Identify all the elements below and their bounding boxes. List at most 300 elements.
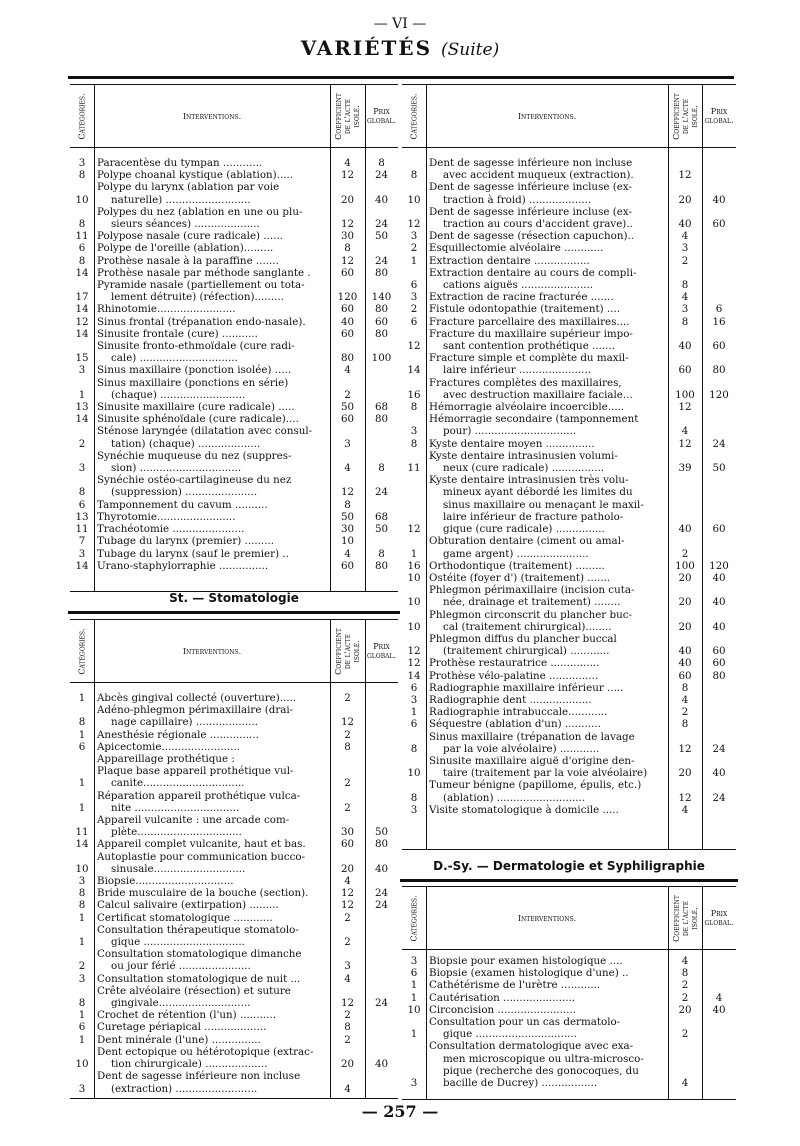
- intervention-line: gique ...............................: [111, 936, 245, 949]
- intervention-line: Sinus maxillaire (ponctions en série): [97, 376, 289, 389]
- title-rule: [68, 76, 734, 79]
- prix-cell: 80: [374, 303, 389, 316]
- intervention-cell: [94, 1070, 330, 1094]
- prix-cell: 24: [374, 218, 389, 231]
- intervention-line: avec destruction maxillaire faciale...: [443, 388, 633, 401]
- page-header-number: — VI —: [373, 16, 427, 32]
- intervention-cell: [426, 242, 668, 254]
- prix-cell: 24: [374, 899, 389, 912]
- coefficient-cell: 39: [678, 462, 692, 475]
- intervention-line: Fracture simple et complète du maxil-: [429, 352, 629, 365]
- intervention-cell: [94, 511, 330, 523]
- coefficient-cell: 4: [681, 693, 689, 706]
- category-cell: 3: [410, 291, 418, 304]
- coefficient-cell: 12: [678, 401, 692, 414]
- page-title: VARIÉTÉS (Suite): [300, 36, 500, 60]
- intervention-cell: [94, 316, 330, 328]
- intervention-line: (chaque) ..........................: [111, 388, 246, 401]
- category-cell: 1: [78, 801, 86, 814]
- intervention-line: Consultation thérapeutique stomatolo-: [97, 923, 299, 936]
- table-row: [70, 279, 398, 303]
- coefficient-cell: 8: [681, 315, 689, 328]
- category-cell: 14: [75, 559, 89, 572]
- prix-cell: 80: [374, 838, 389, 851]
- table-row: [402, 535, 736, 559]
- category-cell: 3: [410, 803, 418, 816]
- category-cell: 10: [407, 620, 421, 633]
- coefficient-cell: 20: [678, 596, 692, 609]
- intervention-cell: [426, 206, 668, 230]
- table-row: [70, 973, 398, 985]
- prix-cell: 68: [374, 401, 389, 414]
- coefficient-cell: 2: [344, 728, 351, 741]
- table-stomatologie-left: [70, 619, 398, 1099]
- intervention-cell: [94, 474, 330, 498]
- intervention-cell: [94, 729, 330, 741]
- intervention-line: Phlegmon circonscrit du plancher buc-: [429, 608, 632, 621]
- coefficient-cell: 8: [344, 242, 351, 255]
- table-row: [402, 731, 736, 755]
- intervention-cell: [94, 692, 330, 704]
- intervention-line: Adéno-phlegmon périmaxillaire (drai-: [97, 704, 294, 717]
- intervention-cell: [94, 985, 330, 1009]
- category-cell: 3: [78, 462, 86, 475]
- table-row: [70, 328, 398, 340]
- intervention-line: Polypose nasale (cure radicale) ......: [97, 230, 283, 243]
- category-cell: 12: [407, 645, 421, 658]
- prix-cell: 140: [371, 291, 392, 304]
- prix-cell: 80: [374, 327, 389, 340]
- coefficient-cell: 3: [344, 437, 351, 450]
- category-cell: 3: [410, 693, 418, 706]
- coefficient-cell: 40: [678, 218, 692, 231]
- intervention-line: Hémorragie alvéolaire incoercible.....: [429, 401, 625, 414]
- intervention-cell: [426, 584, 668, 608]
- coefficient-cell: 4: [344, 157, 351, 169]
- coefficient-cell: 12: [678, 791, 692, 804]
- intervention-line: Apicectomie........................: [97, 740, 240, 753]
- intervention-line: Fractures complètes des maxillaires,: [429, 376, 622, 389]
- intervention-line: Polype de l'oreille (ablation).........: [97, 242, 274, 255]
- intervention-line: Synéchie muqueuse du nez (suppres-: [97, 449, 292, 462]
- prix-cell: 50: [712, 462, 726, 475]
- table-row: [402, 206, 736, 230]
- table-row: [402, 992, 736, 1004]
- table-row: [70, 340, 398, 364]
- table-row: [402, 352, 736, 376]
- coefficient-cell: 12: [340, 887, 355, 900]
- prix-cell: 120: [709, 388, 729, 401]
- table-row: [70, 729, 398, 741]
- table-stomatologie-right-rows: [402, 157, 736, 816]
- coefficient-cell: 4: [681, 291, 689, 304]
- category-cell: 1: [410, 706, 418, 719]
- intervention-line: bacille de Ducrey) .................: [443, 1077, 598, 1090]
- coefficient-cell: 10: [340, 535, 355, 548]
- intervention-line: Kyste dentaire intrasinusien volumi-: [429, 449, 618, 462]
- table-row: [70, 899, 398, 911]
- prix-cell: 24: [374, 997, 389, 1010]
- category-cell: 6: [410, 315, 418, 328]
- table-row: [402, 377, 736, 401]
- coefficient-cell: 60: [340, 266, 355, 279]
- table-row: [70, 692, 398, 704]
- intervention-cell: [94, 377, 330, 401]
- category-cell: 13: [75, 510, 89, 523]
- intervention-cell: [94, 425, 330, 449]
- intervention-cell: [94, 157, 330, 169]
- table-row: [70, 1046, 398, 1070]
- coefficient-cell: 4: [681, 425, 689, 438]
- prix-cell: 60: [712, 645, 726, 658]
- coefficient-cell: 40: [678, 523, 692, 536]
- coefficient-cell: 20: [678, 767, 692, 780]
- table-row: [70, 535, 398, 547]
- category-cell: 3: [78, 157, 86, 169]
- intervention-cell: [426, 474, 668, 535]
- intervention-cell: [94, 887, 330, 899]
- intervention-line: cations aiguës ......................: [443, 279, 594, 292]
- intervention-cell: [426, 572, 668, 584]
- table-row: [402, 255, 736, 267]
- intervention-line: Dent de sagesse inférieure incluse (ex-: [429, 205, 632, 218]
- category-cell: 14: [75, 327, 89, 340]
- table-row: [402, 291, 736, 303]
- prix-cell: 68: [374, 510, 389, 523]
- table-row: [70, 875, 398, 887]
- table-row: [70, 912, 398, 924]
- section-rule-dermatologie: [400, 879, 738, 882]
- intervention-cell: [94, 875, 330, 887]
- prix-cell: 80: [374, 559, 389, 572]
- table-row: [70, 948, 398, 972]
- table-row: [402, 474, 736, 535]
- intervention-line: Synéchie ostéo-cartilagineuse du nez: [97, 474, 292, 487]
- table-row: [402, 242, 736, 254]
- category-cell: 12: [407, 657, 421, 670]
- intervention-cell: [426, 328, 668, 352]
- col-header-coefficient: Coefficient de l'acte isolé.: [334, 92, 361, 140]
- intervention-cell: [426, 779, 668, 803]
- category-cell: 10: [407, 1003, 421, 1016]
- intervention-cell: [94, 741, 330, 753]
- coefficient-cell: 2: [344, 388, 351, 401]
- table-row: [70, 450, 398, 474]
- col-header-prix: Prix global.: [704, 107, 734, 125]
- intervention-line: Orthodontique (traitement) .........: [429, 559, 605, 572]
- table-row: [402, 1040, 736, 1089]
- table-row: [402, 718, 736, 730]
- table-row: [402, 157, 736, 181]
- prix-cell: 50: [374, 826, 389, 839]
- intervention-line: gique ...............................: [443, 1028, 577, 1041]
- intervention-line: sinusale............................: [111, 862, 246, 875]
- intervention-line: Crochet de rétention (l'un) ...........: [97, 1009, 276, 1022]
- category-cell: 8: [78, 254, 86, 267]
- category-cell: 1: [78, 911, 86, 924]
- intervention-line: Pyramide nasale (partiellement ou tota-: [97, 279, 305, 292]
- prix-cell: 24: [374, 254, 389, 267]
- coefficient-cell: 60: [340, 413, 355, 426]
- intervention-cell: [426, 377, 668, 401]
- prix-cell: 8: [378, 547, 385, 560]
- table-row: [70, 242, 398, 254]
- coefficient-cell: 8: [344, 498, 351, 511]
- intervention-line: Fistule odontopathie (traitement) ....: [429, 303, 621, 316]
- category-cell: 1: [78, 936, 86, 949]
- intervention-line: (traitement chirurgical) ............: [443, 645, 610, 658]
- intervention-line: Paracentèse du tympan ............: [97, 157, 263, 169]
- coefficient-cell: 4: [344, 972, 351, 985]
- coefficient-cell: 12: [678, 742, 692, 755]
- intervention-line: Sinus maxillaire (trépanation de lavage: [429, 730, 635, 743]
- intervention-line: Radiographie maxillaire inférieur .....: [429, 681, 624, 694]
- intervention-cell: [94, 499, 330, 511]
- prix-cell: 24: [374, 169, 389, 182]
- intervention-cell: [426, 450, 668, 474]
- table-row: [402, 303, 736, 315]
- intervention-line: Hémorragie secondaire (tamponnement: [429, 413, 639, 426]
- category-cell: 6: [410, 279, 418, 292]
- coefficient-cell: 2: [344, 1033, 351, 1046]
- intervention-cell: [94, 340, 330, 364]
- coefficient-cell: 60: [340, 327, 355, 340]
- category-cell: 8: [78, 887, 86, 900]
- category-cell: 6: [410, 718, 418, 731]
- table-row: [402, 706, 736, 718]
- table-orl-left: [70, 84, 398, 592]
- coefficient-cell: 2: [681, 1028, 689, 1041]
- prix-cell: 50: [374, 523, 389, 536]
- intervention-cell: [426, 352, 668, 376]
- table-row: [402, 181, 736, 205]
- coefficient-cell: 60: [678, 669, 692, 682]
- col-header-prix: Prix global.: [704, 909, 734, 927]
- intervention-line: Radiographie dent ...................: [429, 693, 592, 706]
- coefficient-cell: 120: [337, 291, 358, 304]
- intervention-cell: [94, 450, 330, 474]
- intervention-line: Consultation stomatologique de nuit ...: [97, 972, 301, 985]
- coefficient-cell: 50: [340, 401, 355, 414]
- coefficient-cell: 100: [675, 559, 695, 572]
- category-cell: 11: [407, 462, 421, 475]
- table-row: [402, 670, 736, 682]
- table-row: [402, 657, 736, 669]
- coefficient-cell: 4: [344, 1082, 351, 1095]
- category-cell: 1: [410, 547, 418, 560]
- intervention-line: Prothèse restauratrice ...............: [429, 657, 600, 670]
- table-row: [70, 1009, 398, 1021]
- coefficient-cell: 8: [681, 681, 689, 694]
- intervention-line: Polypes du nez (ablation en une ou plu-: [97, 205, 303, 218]
- category-cell: 1: [78, 777, 86, 790]
- intervention-line: pique (recherche des gonocoques, du: [443, 1064, 639, 1077]
- table-row: [70, 1034, 398, 1046]
- table-row: [402, 438, 736, 450]
- intervention-cell: [94, 814, 330, 838]
- intervention-line: Abcès gingival collecté (ouverture).....: [97, 692, 297, 704]
- intervention-line: Plaque base appareil prothétique vul-: [97, 765, 294, 778]
- intervention-line: Polype choanal kystique (ablation).....: [97, 169, 294, 182]
- intervention-line: (suppression) ......................: [111, 486, 258, 499]
- intervention-line: Sinus frontal (trépanation endo-nasale).: [97, 315, 306, 328]
- intervention-line: Cathétérisme de l'urètre ............: [429, 979, 601, 992]
- prix-cell: 40: [374, 193, 389, 206]
- intervention-line: Dent ectopique ou hétérotopique (extrac-: [97, 1045, 314, 1058]
- table-row: [70, 765, 398, 789]
- intervention-line: Sinusite frontale (cure) ...........: [97, 327, 258, 340]
- table-row: [70, 838, 398, 850]
- coefficient-cell: 4: [344, 364, 351, 377]
- intervention-cell: [426, 992, 668, 1004]
- section-rule-stomatologie: [68, 611, 400, 614]
- prix-cell: 40: [712, 571, 726, 584]
- prix-cell: 40: [712, 1003, 726, 1016]
- coefficient-cell: 4: [681, 803, 689, 816]
- intervention-line: sieurs séances) ....................: [111, 218, 260, 231]
- prix-cell: 40: [374, 862, 389, 875]
- coefficient-cell: 30: [340, 230, 355, 243]
- coefficient-cell: 3: [681, 242, 689, 255]
- intervention-line: sion) ...............................: [111, 462, 242, 475]
- intervention-line: Phlegmon diffus du plancher buccal: [429, 632, 617, 645]
- intervention-cell: [426, 291, 668, 303]
- intervention-line: (extraction) .........................: [111, 1082, 258, 1095]
- coefficient-cell: 2: [344, 1009, 351, 1022]
- intervention-cell: [426, 1004, 668, 1016]
- category-cell: 15: [75, 352, 89, 365]
- intervention-cell: [94, 973, 330, 985]
- category-cell: 11: [75, 523, 89, 536]
- page-number: — 257 —: [361, 1102, 439, 1121]
- coefficient-cell: 12: [340, 169, 355, 182]
- intervention-line: Kyste dentaire intrasinusien très volu-: [429, 474, 629, 487]
- intervention-cell: [94, 765, 330, 789]
- category-cell: 8: [410, 791, 418, 804]
- category-cell: 1: [410, 254, 418, 267]
- table-row: [402, 584, 736, 608]
- table-row: [70, 741, 398, 753]
- table-dermatologie-right-rows: [402, 955, 736, 1089]
- prix-cell: 80: [374, 413, 389, 426]
- prix-cell: 60: [712, 523, 726, 536]
- intervention-line: tation) (chaque) ...................: [111, 437, 261, 450]
- prix-cell: 24: [712, 742, 726, 755]
- coefficient-cell: 40: [678, 645, 692, 658]
- intervention-line: Extraction dentaire .................: [429, 254, 590, 267]
- intervention-line: game argent) ......................: [443, 547, 589, 560]
- intervention-line: Consultation pour un cas dermatolo-: [429, 1016, 621, 1029]
- intervention-cell: [426, 718, 668, 730]
- coefficient-cell: 2: [344, 801, 351, 814]
- intervention-line: pour) ...............................: [443, 425, 577, 438]
- intervention-cell: [426, 804, 668, 816]
- category-cell: 10: [407, 571, 421, 584]
- intervention-line: Crête alvéolaire (résection) et suture: [97, 984, 291, 997]
- table-row: [402, 694, 736, 706]
- intervention-cell: [94, 899, 330, 911]
- prix-cell: 24: [374, 486, 389, 499]
- coefficient-cell: 20: [678, 620, 692, 633]
- category-cell: 8: [410, 742, 418, 755]
- intervention-line: Tubage du larynx (sauf le premier) ..: [97, 547, 289, 560]
- table-row: [402, 267, 736, 291]
- intervention-cell: [94, 704, 330, 728]
- intervention-cell: [94, 181, 330, 205]
- table-row: [70, 413, 398, 425]
- category-cell: 3: [78, 972, 86, 985]
- category-cell: 6: [410, 681, 418, 694]
- table-dermatologie-right: [402, 886, 736, 1100]
- page-title-suite: (Suite): [441, 40, 500, 60]
- col-header-coefficient: Coefficient de l'acte isolé.: [671, 92, 699, 140]
- intervention-line: nite ................................: [111, 801, 240, 814]
- intervention-line: Phlegmon périmaxillaire (incision cuta-: [429, 584, 635, 597]
- intervention-line: (ablation) ...........................: [443, 791, 586, 804]
- intervention-line: Biopsie pour examen histologique ....: [429, 955, 623, 967]
- table-row: [70, 157, 398, 169]
- table-row: [70, 1021, 398, 1033]
- category-cell: 6: [78, 242, 86, 255]
- coefficient-cell: 60: [340, 303, 355, 316]
- intervention-line: sant contention prothétique .......: [443, 340, 615, 353]
- intervention-line: Biopsie..............................: [97, 875, 234, 888]
- coefficient-cell: 3: [681, 303, 689, 316]
- table-row: [402, 979, 736, 991]
- category-cell: 14: [75, 413, 89, 426]
- category-cell: 1: [410, 991, 418, 1004]
- table-row: [70, 267, 398, 279]
- col-header-categories: Catégories.: [409, 92, 419, 140]
- prix-cell: 40: [374, 1058, 389, 1071]
- table-row: [402, 967, 736, 979]
- col-header-coefficient: Coefficient de l'acte isolé.: [334, 627, 361, 675]
- intervention-line: cal (traitement chirurgical)........: [443, 620, 612, 633]
- prix-cell: 40: [712, 596, 726, 609]
- coefficient-cell: 8: [681, 279, 689, 292]
- table-row: [70, 985, 398, 1009]
- intervention-line: nage capillaire) ...................: [111, 716, 259, 729]
- coefficient-cell: 20: [340, 193, 355, 206]
- intervention-cell: [426, 955, 668, 967]
- intervention-line: Polype du larynx (ablation par voie: [97, 181, 280, 194]
- intervention-line: lement détruite) (réfection).........: [111, 291, 284, 304]
- category-cell: 14: [407, 364, 421, 377]
- category-cell: 8: [410, 401, 418, 414]
- table-row: [70, 704, 398, 728]
- section-title-dermatologie: D.-Sy. — Dermatologie et Syphiligraphie: [433, 859, 705, 873]
- intervention-line: Tamponnement du cavum ..........: [97, 498, 268, 511]
- intervention-line: Appareil vulcanite : une arcade com-: [97, 814, 290, 827]
- intervention-line: cale) ..............................: [111, 352, 238, 365]
- intervention-cell: [426, 230, 668, 242]
- col-header-prix: Prix global.: [367, 107, 396, 125]
- intervention-cell: [94, 242, 330, 254]
- intervention-cell: [94, 1046, 330, 1070]
- prix-cell: 50: [374, 230, 389, 243]
- intervention-cell: [94, 230, 330, 242]
- intervention-cell: [426, 401, 668, 413]
- coefficient-cell: 2: [681, 254, 689, 267]
- intervention-line: Consultation stomatologique dimanche: [97, 948, 302, 961]
- coefficient-cell: 2: [344, 936, 351, 949]
- coefficient-cell: 40: [340, 315, 355, 328]
- intervention-cell: [94, 535, 330, 547]
- category-cell: 1: [78, 388, 86, 401]
- category-cell: 3: [410, 955, 418, 967]
- table-row: [70, 401, 398, 413]
- intervention-line: mineux ayant débordé les limites du: [443, 486, 633, 499]
